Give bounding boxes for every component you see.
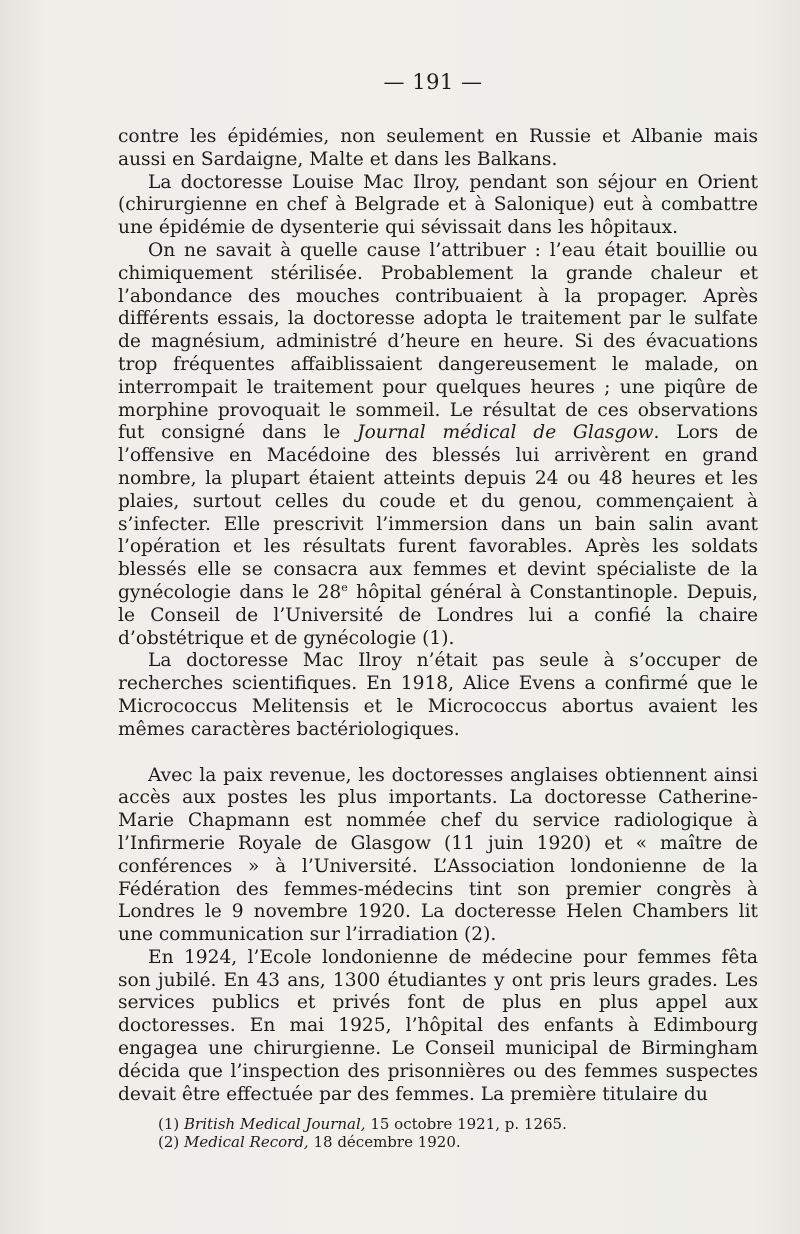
- paragraph: La doctoresse Mac Ilroy n’était pas seule à s’occuper de recherches scientifiques. En 1918, Alice Evens a confirmé que le Micrococcus Melitensis et le Micrococcus abortus avaient les mêmes caractères bactériologiques.: [118, 650, 758, 740]
- paragraph: contre les épidémies, non seulement en Russie et Albanie mais aussi en Sardaigne, Malte et dans les Balkans.: [118, 126, 758, 170]
- paragraph: [118, 240, 758, 650]
- footnote-detail: 15 octobre 1921, p. 1265.: [365, 1115, 567, 1133]
- journal-title: Journal médical de Glasgow: [357, 422, 654, 444]
- footnote-number: (1): [158, 1115, 185, 1133]
- footnote-detail: 18 décembre 1920.: [308, 1133, 461, 1151]
- footnote-1: [158, 1115, 718, 1133]
- paragraph-text: hôpital général à Constantinople. Depuis, le Conseil de l’Université de Londres lui a confié la chaire d’obstétrique et de gynécologie (1).: [118, 581, 758, 649]
- superscript: e: [341, 580, 348, 594]
- footnote-2: [158, 1133, 718, 1151]
- footnote-source: Medical Record,: [184, 1133, 309, 1151]
- paragraph: Avec la paix revenue, les doctoresses anglaises obtiennent ainsi accès aux postes les plus importants. La doctoresse Catherine-Marie Chapmann est nommée chef du service radiologique à l’Infirmerie Royale de Glasgow (11 juin 1920) et « maître de conférences » à l’Université. L’Association londonienne de la Fédération des femmes-médecins tint son premier congrès à Londres le 9 novembre 1920. La docteresse Helen Chambers lit une communication sur l’irradiation (2).: [118, 764, 758, 946]
- footnote-number: (2): [158, 1133, 185, 1151]
- footnotes: [158, 1115, 718, 1151]
- paragraph: La doctoresse Louise Mac Ilroy, pendant son séjour en Orient (chirurgienne en chef à Belgrade et à Salonique) eut à combattre une épidémie de dysenterie qui sévissait dans les hôpitaux.: [118, 171, 758, 239]
- paragraph: En 1924, l’Ecole londonienne de médecine pour femmes fêta son jubilé. En 43 ans, 1300 étudiantes y ont pris leurs grades. Les services publics et privés font de plus en plus appel aux doctoresses. En mai 1925, l’hôpital des enfants à Edimbourg engagea une chirurgienne. Le Conseil municipal de Birmingham décida que l’inspection des prisonnières ou des femmes suspectes devait être effectuée par des femmes. La première titulaire du: [118, 946, 758, 1105]
- paragraph-text: . Lors de l’offensive en Macédoine des blessés lui arrivèrent en grand nombre, la plupart étaient atteints depuis 24 ou 48 heures et les plaies, surtout celles du coude et du genou, commençaient à s’infecter. Elle prescrivit l’immersion dans un bain salin avant l’opération et les résultats furent favorables. Après les soldats blessés elle se consacra aux femmes et devint spécialiste de la gynécologie dans le 28: [118, 422, 758, 603]
- paragraph-text: On ne savait à quelle cause l’attribuer : l’eau était bouillie ou chimiquement stérilisée. Probablement la grande chaleur et l’abondance des mouches contribuaient à la propager. Après différents essais, la doctoresse adopta le traitement par le sulfate de magnésium, administré d’heure en heure. Si des évacuations trop fréquentes affaiblissaient dangereusement le malade, on interrompait le traitement pour quelques heures ; une piqûre de morphine provoquait le sommeil. Le résultat de ces observations fut consigné dans le: [118, 239, 758, 444]
- page-number: — 191 —: [383, 70, 483, 94]
- footnote-source: British Medical Journal,: [184, 1115, 366, 1133]
- body-text: [118, 126, 758, 1106]
